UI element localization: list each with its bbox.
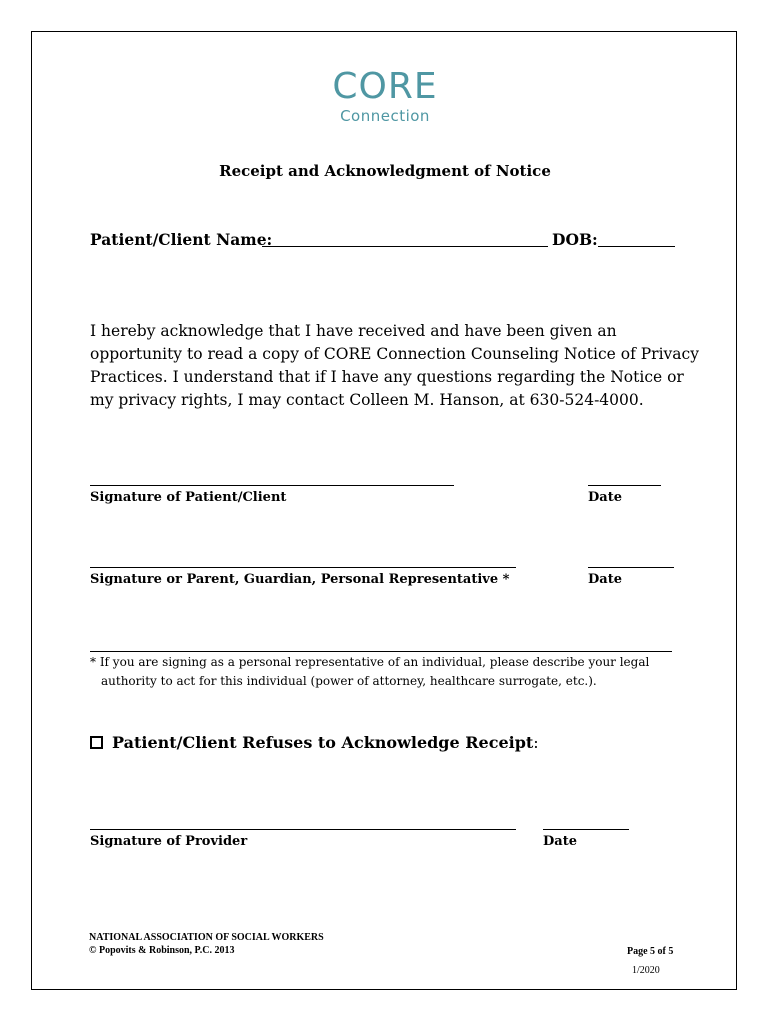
parent-date-line[interactable] bbox=[588, 567, 674, 568]
patient-signature-label: Signature of Patient/Client bbox=[90, 490, 287, 505]
refuse-receipt-option[interactable] bbox=[90, 733, 539, 752]
dob-label: DOB: bbox=[552, 230, 598, 249]
patient-date-line[interactable] bbox=[588, 485, 661, 486]
checkbox-icon[interactable] bbox=[90, 736, 103, 749]
parent-signature-label: Signature or Parent, Guardian, Personal Representative * bbox=[90, 572, 510, 587]
patient-signature-line[interactable] bbox=[90, 485, 454, 486]
patient-date-label: Date bbox=[588, 490, 622, 505]
patient-name-label: Patient/Client Name: bbox=[90, 230, 273, 249]
footer-organization: NATIONAL ASSOCIATION OF SOCIAL WORKERS bbox=[89, 932, 324, 943]
core-connection-logo bbox=[320, 66, 450, 128]
document-title: Receipt and Acknowledgment of Notice bbox=[219, 162, 551, 180]
refuse-colon: : bbox=[533, 733, 539, 752]
footer-copyright: © Popovits & Robinson, P.C. 2013 bbox=[89, 945, 235, 956]
dob-field[interactable] bbox=[598, 246, 675, 247]
logo-word: CORE bbox=[332, 66, 438, 107]
page-number: Page 5 of 5 bbox=[627, 946, 674, 957]
provider-signature-label: Signature of Provider bbox=[90, 834, 248, 849]
logo-subtitle: Connection bbox=[340, 107, 430, 125]
footnote-line-2: authority to act for this individual (power of attorney, healthcare surrogate, etc.). bbox=[101, 674, 597, 688]
parent-signature-line[interactable] bbox=[90, 567, 516, 568]
revision-date: 1/2020 bbox=[632, 965, 660, 976]
acknowledgment-paragraph: I hereby acknowledge that I have received and have been given an opportunity to read a copy of CORE Connection Counseling Notice of Privacy Practices. I understand that if I have any questions regarding the Notice or my privacy rights, I may contact Colleen M. Hanson, at 630-524-4000. bbox=[90, 322, 699, 409]
parent-date-label: Date bbox=[588, 572, 622, 587]
authority-description-line[interactable] bbox=[90, 651, 672, 652]
patient-name-field[interactable] bbox=[262, 246, 548, 247]
provider-signature-line[interactable] bbox=[90, 829, 516, 830]
refuse-receipt-label: Patient/Client Refuses to Acknowledge Receipt bbox=[112, 733, 534, 752]
provider-date-label: Date bbox=[543, 834, 577, 849]
provider-date-line[interactable] bbox=[543, 829, 629, 830]
footnote-line-1: * If you are signing as a personal representative of an individual, please describe your legal bbox=[90, 655, 650, 669]
